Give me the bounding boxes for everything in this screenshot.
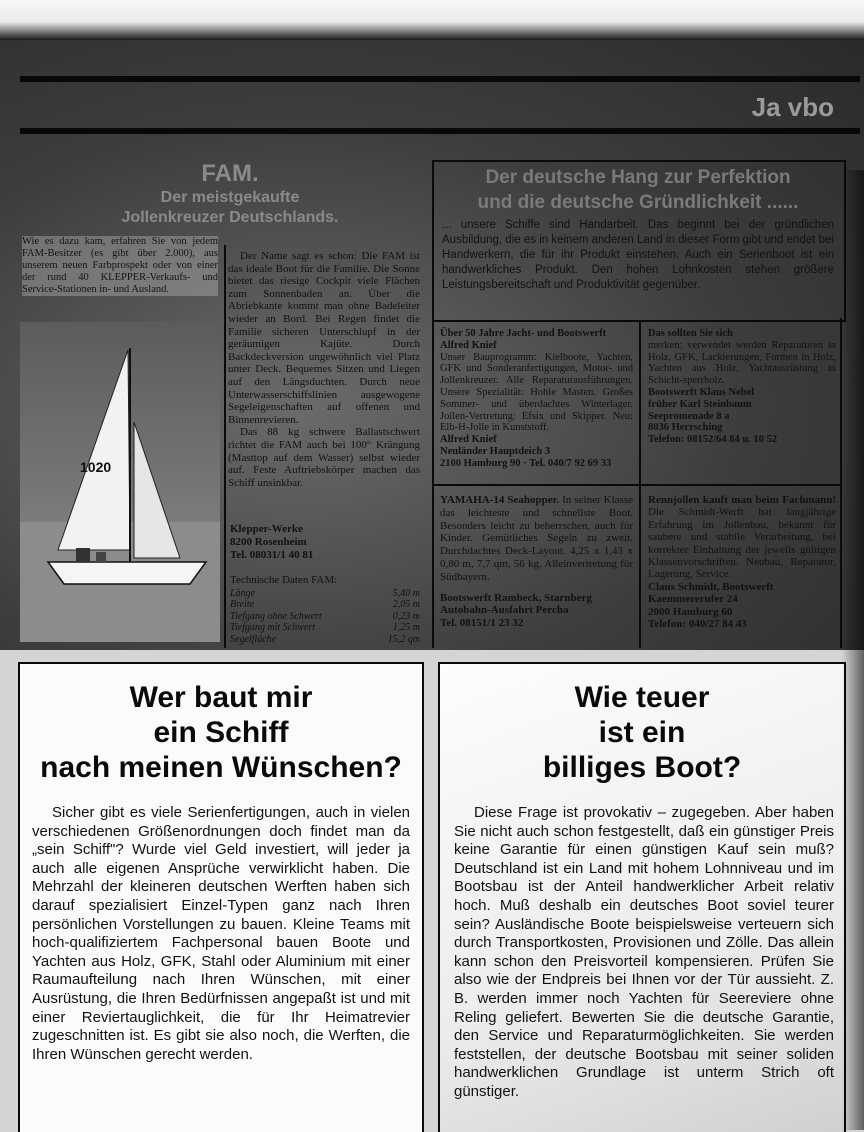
fam-body (228, 250, 420, 489)
right-ad-title-2: und die deutsche Gründlichkeit ...... (477, 192, 799, 213)
schmidt-addr1: Kaemmererufer 24 (648, 593, 738, 606)
fam-contact (230, 523, 313, 562)
ad-knief (440, 328, 633, 470)
box-left-body (32, 804, 410, 1064)
nebel-heading: Das sollten Sie sich (648, 328, 733, 339)
yamaha-text: In seiner Klasse das leichteste und schnellste Boot. Besonders leicht zu beherrschen, auch für Kinder. Gemütliches Segeln zu zweit. Durchdachtes Deck-Layout. 4,25 x 1,43 x 0,80 m, 7,7 qm, 56 kg. Alleinvertretung für Südbayern. (440, 494, 633, 583)
sailboat-icon (20, 322, 220, 642)
schmidt-lead: Rennjollen kauft man beim Fachmann! (648, 494, 836, 506)
right-ad-text: ... unsere Schiffe sind Handarbeit. Das beginnt bei der gründlichen Ausbildung, die es in keinem anderen Land in dieser Form gibt und endet bei Handwerkern, die für ihr Produkt einstehen. Auch ein Serienboot ist ein handwerkliches Produkt. Den hohen Lohnkosten stehen größere Leistungsbereitschaft und Produktivität gegenüber. (442, 219, 834, 291)
sailboat-photo (20, 322, 220, 642)
top-paper-band (0, 0, 864, 40)
ad-box-left (18, 662, 424, 1132)
spec-row (230, 599, 420, 611)
fam-intro-text: Wie es dazu kam, erfahren Sie von jedem FAM-Besitzer (es gibt über 2.000), aus unserem neuen Farbprospekt oder von einer der rund 40 KLEPPER-Verkaufs- und Service-Stationen in- und Ausland. (22, 236, 218, 295)
header-rule-bottom (20, 128, 860, 134)
header-text: Ja vbo (751, 92, 834, 122)
spec-value: 0,23 m (392, 610, 420, 622)
schmidt-text: Die Schmidt-Werft hat langjährige Erfahrung im Jollenbau, bekannt für saubere und stabile Verarbeitung, bei korrekter Einhaltung der jeweils gültigen Klassenvorschriften. Neubau, Reparatur, Lagerung, Service. (648, 506, 836, 581)
nebel-name1: Bootswerft Klaus Nebel (648, 386, 755, 398)
spec-label: Breite (230, 599, 255, 610)
knief-addr3: 2100 Hamburg 90 · Tel. 040/7 92 69 33 (440, 457, 612, 469)
fam-body-p2: Das 88 kg schwere Ballastschwert richtet die FAM auch bei 100° Krängung (Masttop auf dem Wasser) selbst wieder auf. Feste Auftriebskörper machen das Schiff unsinkbar. (228, 426, 420, 489)
fam-subtitle-2: Jollenkreuzer Deutschlands. (121, 209, 339, 226)
fam-body-p1: Der Name sagt es schon: Die FAM ist das ideale Boot für die Familie. Die Sonne bietet das riesige Cockpit viele Flächen zum Sonnenbaden an. Über die Abriebkante kommt man ohne Badeleiter wieder an Bord. Bei Regen findet die Familie sicheren Unterschlupf in der geräumigen Kajüte. Durch Backdeckversion ungewöhnlich viel Platz unter Deck. Bequemes Sitzen und Liegen auf den Längsduchten. Durch neue Unterwasserschiffslinien ausgewogene Segeleigenschaften auf offenen und Binnenrevieren. (228, 250, 420, 426)
schmidt-tel: Telefon: 040/27 84 43 (648, 618, 747, 631)
nebel-text: merken: verwendet werden Reparaturen in Holz, GFK, Lackierungen, Formen in Holz, Yachten aus Holz, Yachtausrüstung in Schicht-sperrholz. (648, 339, 836, 387)
fam-contact-city: 8200 Rosenheim (230, 536, 307, 548)
fam-contact-tel: Tel. 08031/1 40 81 (230, 549, 314, 561)
box-left-title-2: ein Schiff (153, 716, 289, 749)
fam-subtitle-1: Der meistgekaufte (160, 189, 300, 206)
box-right-title-1: Wie teuer (574, 681, 710, 714)
sail-number: 1020 (80, 459, 112, 475)
spec-value: 2,05 m (392, 599, 420, 610)
right-ad-title (438, 165, 838, 215)
schmidt-name: Claus Schmidt, Bootswerft (648, 580, 774, 593)
yamaha-desc (440, 494, 633, 584)
box-left-text: Sicher gibt es viele Serienfertigungen, auch in vielen verschiedenen Größenordnungen doch findet man da „sein Schiff"? Wurde viel Geld investiert, will jeder ja auch alle eigenen Ansprüche verwirklicht haben. Die Mehrzahl der kleineren deutschen Werften haben sich darauf spezialisiert Einzel-Typen ganz nach Ihren persönlichen Vorstellungen zu bauen. Kleine Teams mit hoch-qualifiziertem Fachpersonal bauen Boote und Yachten aus Holz, GFK, Stahl oder Aluminium mit einer Raumaufteilung nach Ihren Wünschen, mit einer Ausrüstung, die Ihren Bedürfnissen angepaßt ist und mit einer Reviertauglichkeit, die für Ihr Heimatrevier zugeschnitten ist. Es gibt sie also noch, die Werften, die Ihren Wünschen gerecht werden. (32, 804, 410, 1063)
box-left-title-1: Wer baut mir (129, 681, 313, 714)
spec-value: 15,2 qm (387, 633, 420, 645)
spec-value: 1,25 m (392, 622, 420, 633)
divider (432, 484, 842, 486)
fam-specs (230, 575, 420, 645)
ad-nebel (648, 328, 836, 446)
fam-contact-name: Klepper-Werke (230, 523, 303, 535)
yamaha-tel: Tel. 08151/1 23 32 (440, 617, 524, 630)
spec-label: Länge (230, 587, 255, 599)
box-left-title-3: nach meinen Wünschen? (40, 751, 402, 784)
ad-yamaha (440, 494, 633, 630)
box-right-title-3: billiges Boot? (542, 751, 742, 784)
fam-title: FAM. (201, 160, 259, 187)
schmidt-addr2: 2000 Hamburg 60 (648, 605, 733, 618)
schmidt-desc (648, 494, 836, 581)
spec-label: Tiefgang ohne Schwert (230, 610, 322, 622)
box-right-title (440, 680, 844, 785)
box-left-title (20, 680, 422, 785)
divider (224, 245, 226, 648)
nebel-addr1: Seepromenade 8 a (648, 410, 730, 422)
spec-value: 5,40 m (392, 587, 420, 599)
yamaha-addr: Autobahn-Ausfahrt Percha (440, 604, 569, 617)
header-rule-top (20, 76, 860, 82)
box-right-text: Diese Frage ist provokativ – zugegeben. Aber haben Sie nicht auch schon festgestellt, daß ein günstiger Preis keine Garantie für einen günstigen Kauf sein muß? Deutschland ist ein Land mit hohem Lohnniveau und im Bootsbau ist der Anteil handwerklicher Arbeit relativ hoch. Muß deshalb ein deutsches Boot soviel teurer sein? Ausländische Boote beispielsweise verteuern sich durch Transportkosten, Provisionen und Zölle. Das allein kann schon den Preisvorteil kompensieren. Prüfen Sie also wie der Endpreis bei Ihnen vor der Tür aussieht. Z. B. werden immer noch Yachten für Seereviere ohne Reling geliefert. Bewerten Sie die deutsche Garantie, den Service und Reparaturmöglichkeiten. Sie werden feststellen, der deutsche Bootsbau mit seiner soliden handwerklichen Grundlage ist unterm Strich oft günstiger. (454, 804, 834, 1100)
nebel-addr2: 8036 Herrsching (648, 422, 723, 434)
spec-row (230, 588, 420, 600)
spec-label: Segelfläche (230, 633, 277, 645)
spec-row (230, 622, 420, 634)
nebel-tel: Telefon: 08152/64 84 u. 10 52 (648, 434, 778, 446)
box-right-body (454, 804, 834, 1102)
fam-ad-title (30, 160, 430, 228)
right-ad-title-1: Der deutsche Hang zur Perfektion (485, 167, 791, 188)
knief-heading: Über 50 Jahre Jacht- und Bootswerft (440, 328, 607, 339)
knief-text: Unser Bauprogramm: Kielboote, Yachten, GFK und Sonderanfertigungen, Motor- und Jollenkreuzer. Alle Reparaturausführungen. Unsere Spezialität: Hohle Masten. Großes Sommer- und überdachtes Winterlager. Jollen-Vertretung: Efsix und Skipper. Neu: Elb-H-Jolle in Kunststoff. (440, 351, 633, 434)
yamaha-product: YAMAHA-14 Seahopper. (440, 494, 560, 506)
spec-label: Tiefgang mit Schwert (230, 622, 315, 633)
box-right-title-2: ist ein (598, 716, 686, 749)
spec-row (230, 634, 420, 646)
knief-name: Alfred Knief (440, 339, 497, 351)
yamaha-name: Bootswerft Rambeck, Starnberg (440, 591, 592, 604)
nebel-name2: früher Karl Steinbaum (648, 398, 752, 410)
knief-addr2: Neuländer Hauptdeich 3 (440, 445, 551, 457)
fam-specs-title: Technische Daten FAM: (230, 574, 338, 586)
divider (432, 318, 434, 648)
ad-schmidt (648, 494, 836, 630)
spec-row (230, 611, 420, 623)
ad-box-right (438, 662, 846, 1132)
knief-addr1: Alfred Knief (440, 434, 497, 446)
scan-edge-shadow (842, 170, 864, 1130)
